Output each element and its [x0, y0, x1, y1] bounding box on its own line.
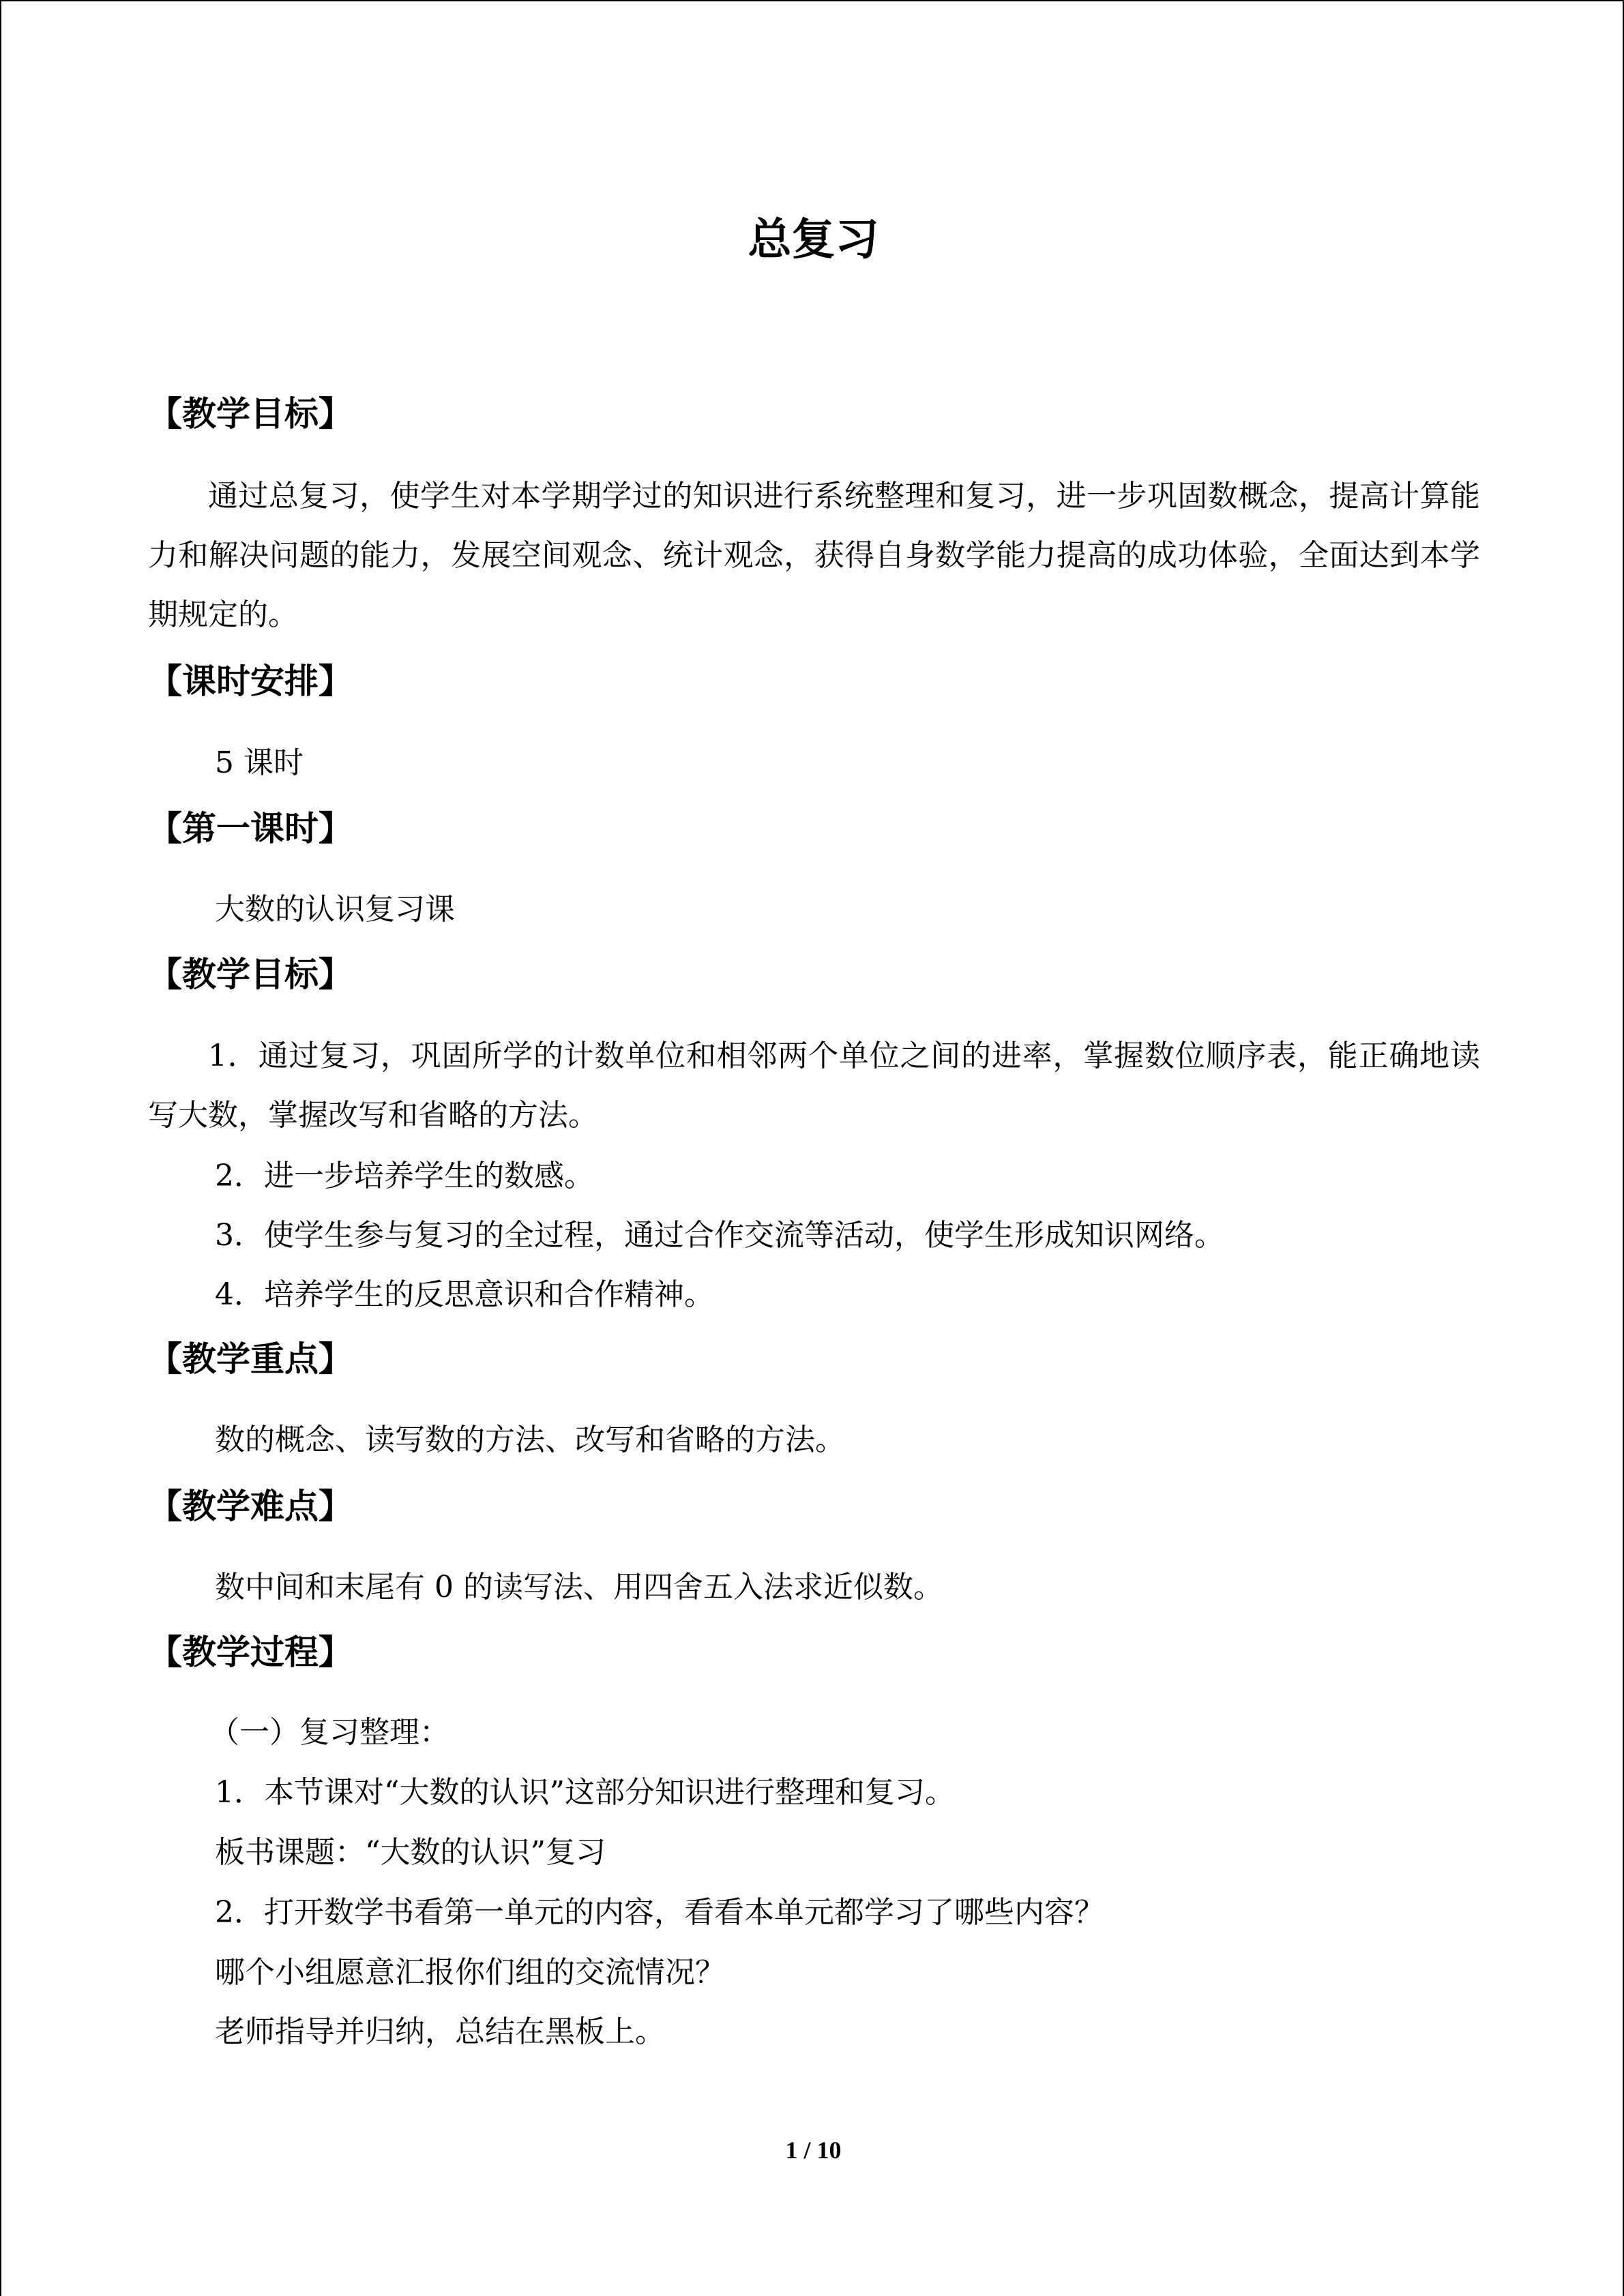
- objectives-paragraph: 通过总复习，使学生对本学期学过的知识进行系统整理和复习，进一步巩固数概念，提高计算能力和解决问题的能力，发展空间观念、统计观念，获得自身数学能力提高的成功体验，全面达到本学期规定的。: [148, 479, 1480, 632]
- process-line: 2．打开数学书看第一单元的内容，看看本单元都学习了哪些内容？: [215, 1895, 1104, 1930]
- process-line: 板书课题：“大数的认识”复习: [215, 1835, 606, 1870]
- first-lesson-text: 大数的认识复习课: [215, 892, 455, 927]
- process-line: 老师指导并归纳，总结在黑板上。: [215, 2014, 665, 2049]
- schedule-text: 5 课时: [215, 745, 304, 780]
- page-number: 1 / 10: [785, 2136, 842, 2164]
- page-title: 总复习: [748, 215, 879, 265]
- process-line: （一）复习整理：: [209, 1715, 449, 1750]
- difficulties-text: 数中间和末尾有 0 的读写法、用四舍五入法求近似数。: [215, 1570, 943, 1605]
- key-points-text: 数的概念、读写数的方法、改写和省略的方法。: [215, 1422, 845, 1457]
- heading-teaching-objectives: 【教学目标】: [148, 394, 353, 434]
- process-line: 哪个小组愿意汇报你们组的交流情况？: [215, 1955, 725, 1990]
- heading-key-points: 【教学重点】: [148, 1339, 353, 1379]
- objective-item-3: 3．使学生参与复习的全过程，通过合作交流等活动，使学生形成知识网络。: [215, 1218, 1224, 1253]
- objective-item-1: 1．通过复习，巩固所学的计数单位和相邻两个单位之间的进率，掌握数位顺序表，能正确地读写大数，掌握改写和省略的方法。: [148, 1039, 1480, 1133]
- heading-difficulties: 【教学难点】: [148, 1487, 353, 1526]
- heading-class-schedule: 【课时安排】: [148, 661, 353, 701]
- objective-item-4: 4．培养学生的反思意识和合作精神。: [215, 1277, 714, 1312]
- process-line: 1．本节课对“大数的认识”这部分知识进行整理和复习。: [215, 1775, 955, 1810]
- heading-teaching-process: 【教学过程】: [148, 1632, 353, 1672]
- heading-lesson-objectives: 【教学目标】: [148, 955, 353, 994]
- heading-first-lesson: 【第一课时】: [148, 809, 353, 848]
- objective-item-2: 2．进一步培养学生的数感。: [215, 1159, 594, 1193]
